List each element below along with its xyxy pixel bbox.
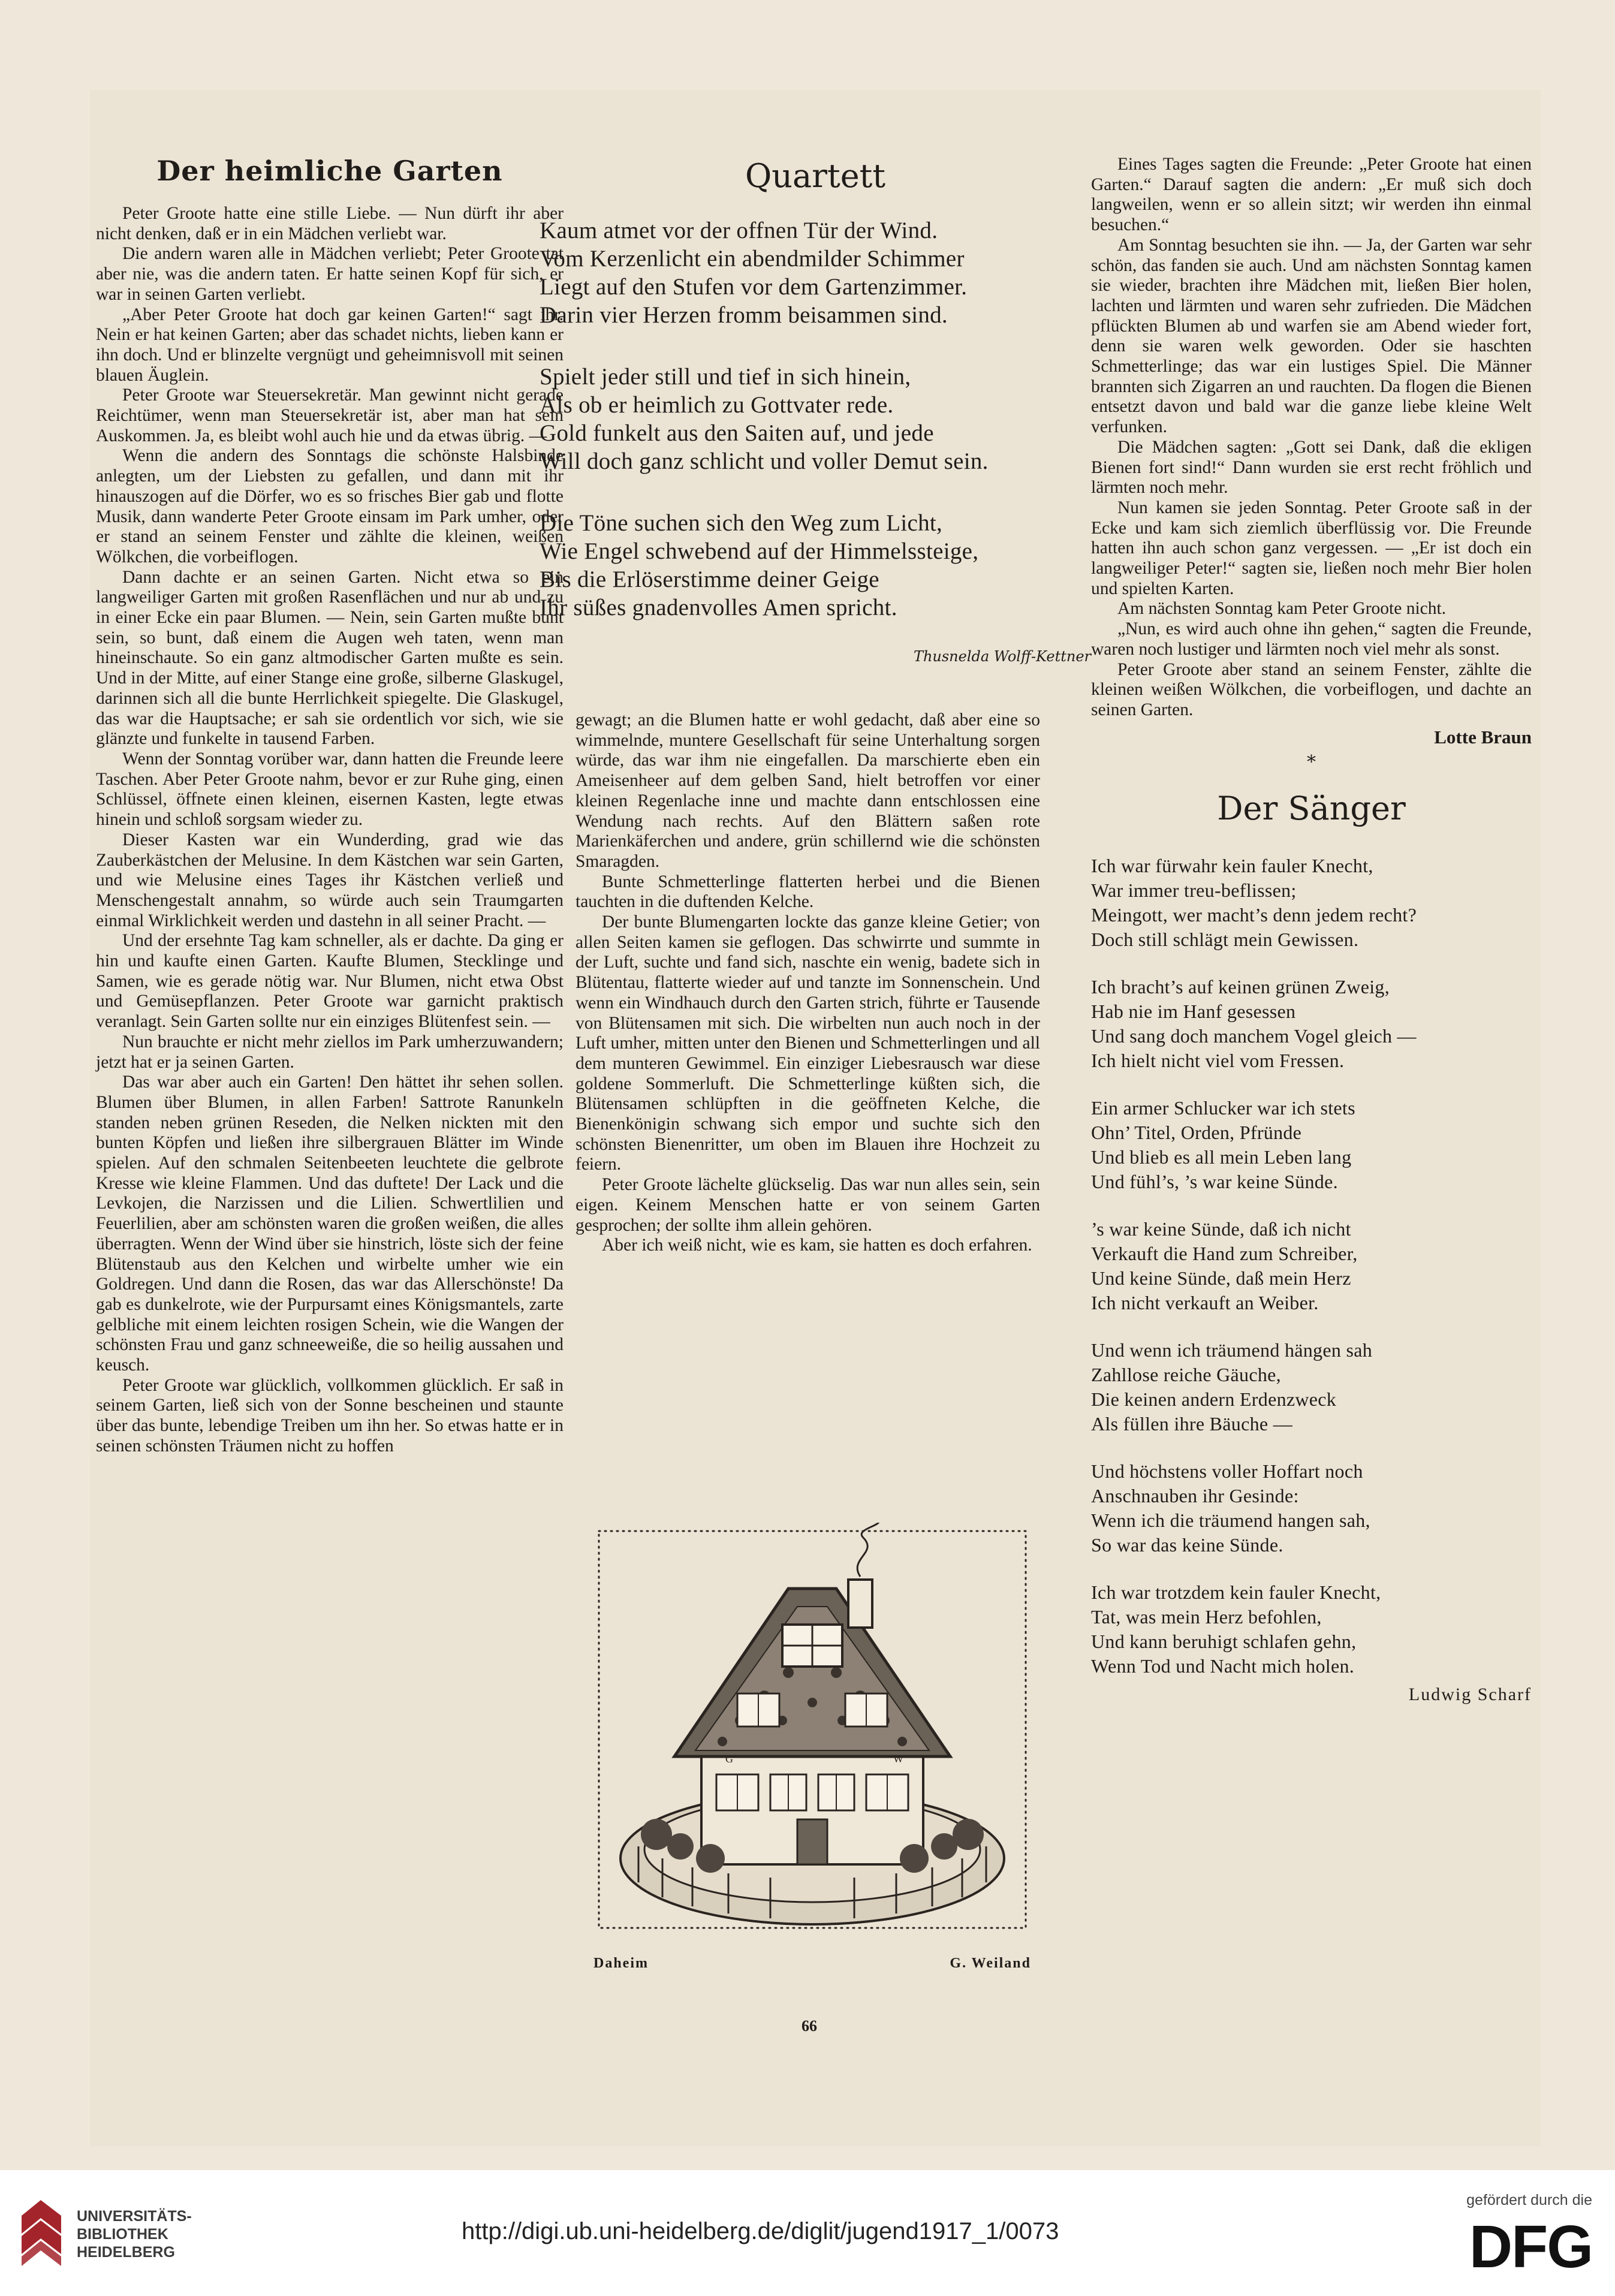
poem-line: Ich bracht’s auf keinen grünen Zweig, <box>1091 975 1390 998</box>
poem-stanza <box>1091 1338 1532 1436</box>
poem-line: Doch still schlägt mein Gewissen. <box>1091 928 1359 950</box>
poem-line: Spielt jeder still und tief in sich hinein, <box>540 364 911 390</box>
poem-line: Wenn ich die träumend hangen sah, <box>1091 1509 1370 1531</box>
poem-stanza <box>540 509 1091 622</box>
poem-stanza <box>540 363 1091 475</box>
article-paragraph: Wenn der Sonntag vorüber war, dann hatten die Freunde leere Taschen. Aber Peter Groote nahm, bevor er zur Ruhe ging, einen Schlüssel, öffnete einen kleinen, eisernen Kasten, legte etwas hinein und schloß sorgsam wieder zu. <box>96 749 564 830</box>
article-garden <box>96 155 564 1457</box>
caption-title: Daheim <box>593 1955 649 1971</box>
poem-stanza <box>1091 975 1532 1073</box>
article-paragraph: Der bunte Blumengarten lockte das ganze kleine Getier; von allen Seiten kamen sie geflogen. Das schwirrte und summte in der Luft, suchte und fand sich, naschte ein wenig, badete sich in Blütentau, flatterte wieder auf und tanzte im Sonnenschein. Und wenn ein Windhauch durch den Garten strich, führte er Tausende von Blütensamen mit sich. Die wirbelten nun auch noch in der Luft umher, mitten unter den Bienen und Schmetterlingen und all dem munteren Gewimmel. Ein einziger Liebesrausch war diese goldene Sommerluft. Die Schmetterlinge küßten sich, die Blütensamen schlüpften in die geöffneten Kelche, die Bienenkönigin schwang sich empor und suchte sich den schönsten Bienenritter, um oben im Blauen ihre Hochzeit zu feiern. <box>576 912 1040 1174</box>
poem-line: Liegt auf den Stufen vor dem Gartenzimmer. <box>540 274 968 300</box>
poem-line: Darin vier Herzen fromm beisammen sind. <box>540 302 948 328</box>
poem-line: Gold funkelt aus den Saiten auf, und jede <box>540 420 934 446</box>
article-paragraph: Wenn die andern des Sonntags die schönste Halsbinde anlegten, um der Liebsten zu gefallen, und dann mit ihr hinauszogen auf die Dörfer, wo es so frisches Bier gab und flotte Musik, dann wanderte Peter Groote einsam im Park umher, oder er stand an seinem Fenster und zählte die kleinen, weißen Wölkchen, die vorbeiflogen. <box>96 446 564 567</box>
library-name-line: HEIDELBERG <box>77 2244 175 2261</box>
article-paragraph: Nun kamen sie jeden Sonntag. Peter Groote saß in der Ecke und kam sich ziemlich überflüssig vor. Die Freunde hatten ihn auch schon ganz vergessen. — „Er ist doch ein langweiliger Peter!“ sagten sie, ließen noch mehr Bier holen und spielten Karten. <box>1091 498 1532 598</box>
poem-line: Anschnauben ihr Gesinde: <box>1091 1484 1299 1506</box>
poem-line: Vom Kerzenlicht ein abendmilder Schimmer <box>540 246 965 272</box>
article-signature: Lotte Braun <box>1434 726 1532 748</box>
poem-author: Ludwig Scharf <box>1408 1684 1532 1704</box>
poem-line: Und kann beruhigt schlafen gehn, <box>1091 1630 1357 1652</box>
article-paragraph: gewagt; an die Blumen hatte er wohl gedacht, daß aber eine so wimmelnde, muntere Gesellschaft für seine Unterhaltung sorgen würde, das war ihm nie eingefallen. Da marschierte eben ein Ameisenheer auf dem gelben Sand, hielt betroffen vor einer kleinen Regenlache inne und machte dann entschlossen eine Wendung nach rechts. Auf den Blättern saßen rote Marienkäferchen und andere, grün schillernd wie die schönsten Smaragden. <box>576 710 1040 871</box>
article-paragraph: Dann dachte er an seinen Garten. Nicht etwa so ein langweiliger Garten mit großen Rasenflächen und nur ab und zu in einer Ecke ein paar Blumen. — Nein, sein Garten mußte bunt sein, so bunt, daß einem die Augen weh taten, wenn man hineinschaute. So ein ganz altmodischer Garten mußte es sein. Und in der Mitte, auf einer Stange eine große, silberne Glaskugel, darinnen sich all die bunte Herrlichkeit spiegelte. Die Glaskugel, das war die Hauptsache; er sah sie ordentlich vor sich, wie sie glänzte und funkelte in tausend Farben. <box>96 567 564 749</box>
poem-quartett <box>540 157 1091 665</box>
poem-line: Und höchstens voller Hoffart noch <box>1091 1460 1363 1482</box>
article-paragraph: Die Mädchen sagten: „Gott sei Dank, daß die ekligen Bienen fort sind!“ Dann wurden sie erst recht fröhlich und lärmten noch mehr. <box>1091 437 1532 498</box>
page-url-link[interactable]: http://digi.ub.uni-heidelberg.de/diglit/jugend1917_1/0073 <box>462 2218 1059 2244</box>
article-paragraph: „Nun, es wird auch ohne ihn gehen,“ sagten die Freunde, waren noch lustiger und lärmten noch viel mehr als sonst. <box>1091 619 1532 659</box>
page-number: 66 <box>802 2017 817 2035</box>
article-paragraph: Und der ersehnte Tag kam schneller, als er dachte. Da ging er hin und kaufte einen Garten. Kaufte Blumen, Stecklinge und Samen, wie es gerade nötig war. Nur Blumen, nicht etwa Obst und Gemüsepflanzen. Peter Groote war garnicht praktisch veranlagt. Sein Garten sollte nur ein einziges Blütenfest sein. — <box>96 931 564 1032</box>
poem-stanza <box>1091 1459 1532 1557</box>
poem-stanza <box>1091 854 1532 952</box>
poem-line: Ihr süßes gnadenvolles Amen spricht. <box>540 595 897 620</box>
article-paragraph: Die andern waren alle in Mädchen verliebt; Peter Groote tat aber nie, was die andern taten. Er hatte seinen Kopf für sich, er war in seinen Garten verliebt. <box>96 244 564 304</box>
article-paragraph: Peter Groote war Steuersekretär. Man gewinnt nicht gerade Reichtümer, wenn man Steuersekretär ist, aber man hat sein Auskommen. Ja, es bleibt wohl auch hie und da etwas übrig. — <box>96 385 564 445</box>
poem-line: Ohn’ Titel, Orden, Pfründe <box>1091 1121 1302 1143</box>
poem-line: Ein armer Schlucker war ich stets <box>1091 1096 1355 1119</box>
poem-line: Und keine Sünde, daß mein Herz <box>1091 1267 1351 1289</box>
library-logo-icon[interactable] <box>18 2198 65 2268</box>
article-paragraph: Peter Groote war glücklich, vollkommen glücklich. Er saß in seinem Garten, ließ sich von der Sonne bescheinen und staunte über das bunte, lebendige Treiben um ihn her. So etwas hatte er in seinen schönsten Träumen nicht zu hoffen <box>96 1375 564 1456</box>
article-paragraph: Aber ich weiß nicht, wie es kam, sie hatten es doch erfahren. <box>602 1236 1032 1255</box>
poem-stanza <box>1091 1096 1532 1194</box>
poem-line: Als füllen ihre Bäuche — <box>1091 1412 1292 1435</box>
article-body <box>576 710 1040 1256</box>
dfg-logo[interactable]: DFG <box>1469 2213 1592 2280</box>
poem-author: Thusnelda Wolff-Kettner <box>913 648 1091 665</box>
poem-line: Und fühl’s, ’s war keine Sünde. <box>1091 1170 1338 1192</box>
poem-stanza <box>540 216 1091 329</box>
library-name-line: UNIVERSITÄTS- <box>77 2208 192 2225</box>
article-title: Der heimliche Garten <box>156 155 503 187</box>
poem-line: Und wenn ich träumend hängen sah <box>1091 1339 1373 1361</box>
article-continuation-right <box>1091 155 1532 1705</box>
illustration-initial: G <box>725 1753 733 1765</box>
poem-line: Meingott, wer macht’s denn jedem recht? <box>1091 903 1417 926</box>
article-body <box>1091 155 1532 721</box>
article-paragraph: Peter Groote lächelte glückselig. Das war nun alles sein, sein eigen. Keinem Menschen hatte er von seinem Garten gesprochen; der sollte ihm allein gehören. <box>576 1175 1040 1235</box>
illustration-caption <box>593 1955 1031 1972</box>
poem-line: ’s war keine Sünde, daß ich nicht <box>1091 1218 1351 1240</box>
section-separator: * <box>1307 751 1316 773</box>
poem-line: Ich nicht verkauft an Weiber. <box>1091 1291 1319 1313</box>
article-paragraph: Eines Tages sagten die Freunde: „Peter Groote hat einen Garten.“ Darauf sagten die andern: „Er muß sich doch langweilen, wenn er so allein sitzt; wir werden ihn einmal besuchen.“ <box>1091 155 1532 235</box>
article-continuation-middle <box>576 710 1040 1256</box>
poem-line: Und blieb es all mein Leben lang <box>1091 1146 1352 1168</box>
poem-line: Wenn Tod und Nacht mich holen. <box>1091 1655 1355 1677</box>
poem-line: Ich hielt nicht viel vom Fressen. <box>1091 1049 1345 1071</box>
poem-line: Die Töne suchen sich den Weg zum Licht, <box>540 510 943 536</box>
article-paragraph: Das war aber auch ein Garten! Den hättet ihr sehen sollen. Blumen über Blumen, in allen Farben! Sattrote Ranunkeln standen neben grünen Reseden, die Nelken nickten mit den bunten Köpfen und ließen ihre silbergrauen Blätter im Winde spielen. Auf den schmalen Seitenbeeten leuchtete die gelbrote Kresse wie kleine Flammen. Und das duftete! Der Lack und die Levkojen, die Narzissen und die Lilien. Schwertlilien und Feuerlilien, aber am schönsten waren die großen weißen, die alles überragten. Wenn der Wind über sie hinstrich, löste sich der feine Blütenstaub aus den Kelchen und wirbelte umher wie ein Goldregen. Und dann die Rosen, das war das Allerschönste! Da gab es dunkelrote, wie der Purpursamt eines Königsmantels, zarte gelbliche mit einem leichten rosigen Schein, wie die Wangen der schönsten Frau und ganz schneeweiße, die so heilig aussahen und keusch. <box>96 1072 564 1375</box>
poem-line: Verkauft die Hand zum Schreiber, <box>1091 1242 1358 1264</box>
article-paragraph: Dieser Kasten war ein Wunderding, grad wie das Zauberkästchen der Melusine. In dem Kästchen war sein Garten, und wie Melusine eines Tages ihr Kästchen verließ und Menschengestalt annahm, so würde auch sein Traumgarten einmal Wirklichkeit werden und dastehn in all seiner Pracht. — <box>96 830 564 930</box>
poem-line: Ich war trotzdem kein fauler Knecht, <box>1091 1581 1381 1603</box>
cottage-drawing <box>590 1523 1034 1936</box>
article-paragraph: Peter Groote hatte eine stille Liebe. — Nun dürft ihr aber nicht denken, daß er in ein Mädchen verliebt war. <box>96 204 564 243</box>
sponsor-note: gefördert durch die <box>1466 2192 1592 2208</box>
poem-line: Hab nie im Hanf gesessen <box>1091 1000 1296 1022</box>
poem-line: So war das keine Sünde. <box>1091 1533 1283 1556</box>
poem-saenger <box>1091 790 1532 1705</box>
library-name[interactable] <box>77 2207 192 2261</box>
poem-line: Kaum atmet vor der offnen Tür der Wind. <box>540 218 938 243</box>
article-paragraph: Am nächsten Sonntag kam Peter Groote nicht. <box>1117 599 1447 619</box>
poem-line: War immer treu-beflissen; <box>1091 879 1297 901</box>
article-paragraph: Nun brauchte er nicht mehr ziellos im Park umherzuwandern; jetzt hat er ja seinen Garten. <box>96 1032 564 1072</box>
poem-line: Und sang doch manchem Vogel gleich — <box>1091 1025 1417 1047</box>
poem-line: Die keinen andern Erdenzweck <box>1091 1388 1337 1410</box>
poem-line: Wie Engel schwebend auf der Himmelssteige, <box>540 538 979 564</box>
article-paragraph: „Aber Peter Groote hat doch gar keinen Garten!“ sagt ihr. Nein er hat keinen Garten; aber das schadet nichts, lieben kann er ihn doch. Und er blinzelte vergnügt und geheimnisvoll mit seinen blauen Äuglein. <box>96 305 564 385</box>
library-name-line: BIBLIOTHEK <box>77 2226 168 2243</box>
article-paragraph: Peter Groote aber stand an seinem Fenster, zählte die kleinen weißen Wölkchen, die vorbeiflogen, und dachte an seinen Garten. <box>1091 659 1532 719</box>
poem-line: Als ob er heimlich zu Gottvater rede. <box>540 392 894 418</box>
article-body <box>96 204 564 1457</box>
poem-line: Tat, was mein Herz befohlen, <box>1091 1605 1322 1628</box>
poem-line: Zahllose reiche Gäuche, <box>1091 1363 1281 1385</box>
article-paragraph: Bunte Schmetterlinge flatterten herbei und die Bienen tauchten in die duftenden Kelche. <box>576 872 1040 912</box>
viewer-footer <box>0 2170 1615 2296</box>
poem-line: Will doch ganz schlicht und voller Demut sein. <box>540 448 989 474</box>
poem-title: Quartett <box>745 157 886 195</box>
illustration-initial: W <box>893 1753 903 1765</box>
poem-stanza <box>1091 1580 1532 1679</box>
article-paragraph: Am Sonntag besuchten sie ihn. — Ja, der Garten war sehr schön, das fanden sie auch. Und am nächsten Sonntag kamen sie wieder, brachten ihre Mädchen mit, ließen Bier holen, lachten und lärmten und waren sehr zufrieden. Die Mädchen pflückten Blumen ab und warfen sie am Abend wieder fort, denn sie waren welk geworden. Oder sie haschten Schmetterlinge; das war ein lustiges Spiel. Die Männer brannten sich Zigarren an und rauchten. Da flogen die Bienen entsetzt davon und bald war die ganze liebe kleine Welt verfunken. <box>1091 235 1532 437</box>
caption-artist: G. Weiland <box>950 1955 1031 1971</box>
cottage-illustration <box>590 1523 1034 1936</box>
poem-line: Bis die Erlöserstimme deiner Geige <box>540 567 879 592</box>
poem-title: Der Sänger <box>1217 789 1406 827</box>
poem-line: Ich war fürwahr kein fauler Knecht, <box>1091 854 1373 876</box>
poem-stanza <box>1091 1217 1532 1315</box>
